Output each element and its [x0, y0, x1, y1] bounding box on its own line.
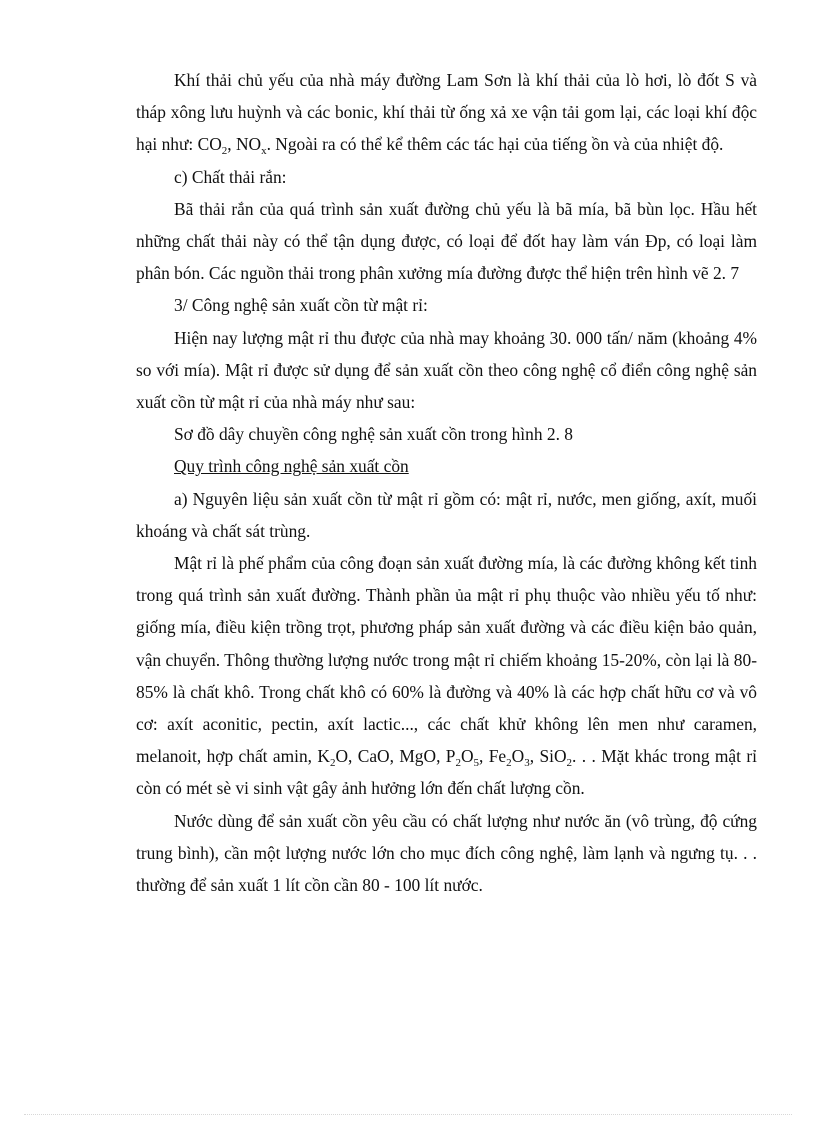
paragraph-molasses-composition: Mật rỉ là phế phẩm của công đoạn sản xuất đường mía, là các đường không kết tinh trong quá trình sản xuất đường. Thành phần ủa mật rỉ phụ thuộc vào nhiều yếu tố như: giống mía, điều kiện trồng trọt, phương pháp sản xuất đường và các điều kiện bảo quản, vận chuyển. Thông thường lượng nước trong mật rỉ chiếm khoảng 15-20%, còn lại là 80-85% là chất khô. Trong chất khô có 60% là đường và 40% là các hợp chất hữu cơ và vô cơ: axít aconitic, pectin, axít lactic..., các chất khử không lên men như caramen, melanoit, hợp chất amin, $K_2O$, CaO, MgO, $P_2O_5$, $Fe_2O_3$, SiO$_2$. . . Mặt khác trong mật rỉ còn có mét sè vi sinh vật gây ảnh hưởng lớn đến chất lượng cồn. — [136, 553, 757, 799]
paragraph-exhaust-gas: Khí thải chủ yếu của nhà máy đường Lam Sơn là khí thải của lò hơi, lò đốt S và tháp xông lưu huỳnh và các bonic, khí thải từ ống xả xe vận tải gom lại, các loại khí độc hại như: $CO_2$, $NO_x$. Ngoài ra có thể kể thêm các tác hại của tiếng ồn và của nhiệt độ. — [136, 70, 757, 158]
heading-process: Quy trình công nghệ sản xuất cồn — [174, 456, 409, 477]
paragraph-solid-waste: Bã thải rắn của quá trình sản xuất đường chủ yếu là bã mía, bã bùn lọc. Hầu hết những chất thải này có thể tận dụng được, có loại để đốt hay làm ván Đp, có loại làm phân bón. Các nguồn thải trong phân xưởng mía đường được thể hiện trên hình vẽ 2. 7 — [136, 198, 757, 284]
page-bottom-divider — [24, 1114, 792, 1115]
paragraph-diagram-reference: Sơ đồ dây chuyền công nghệ sản xuất cồn trong hình 2. 8 — [174, 424, 573, 445]
heading-solid-waste: c) Chất thải rắn: — [174, 166, 287, 187]
paragraph-molasses-output: Hiện nay lượng mật rỉ thu được của nhà may khoảng 30. 000 tấn/ năm (khoảng 4% so với mía). Mật rỉ được sử dụng để sản xuất cồn theo công nghệ cổ điển công nghệ sản xuất cồn từ mật rỉ của nhà máy như sau: — [136, 327, 757, 413]
document-page — [136, 64, 757, 901]
heading-alcohol-technology: 3/ Công nghệ sản xuất cồn từ mật rỉ: — [174, 295, 428, 316]
paragraph-raw-materials: a) Nguyên liệu sản xuất cồn từ mật rỉ gồm có: mật rỉ, nước, men giống, axít, muối khoáng và chất sát trùng. — [136, 488, 757, 541]
paragraph-water-requirements: Nước dùng để sản xuất cồn yêu cầu có chất lượng như nước ăn (vô trùng, độ cứng trung bình), cần một lượng nước lớn cho mục đích công nghệ, làm lạnh và ngưng tụ. . . thường để sản xuất 1 lít cồn cần 80 - 100 lít nước. — [136, 810, 757, 896]
